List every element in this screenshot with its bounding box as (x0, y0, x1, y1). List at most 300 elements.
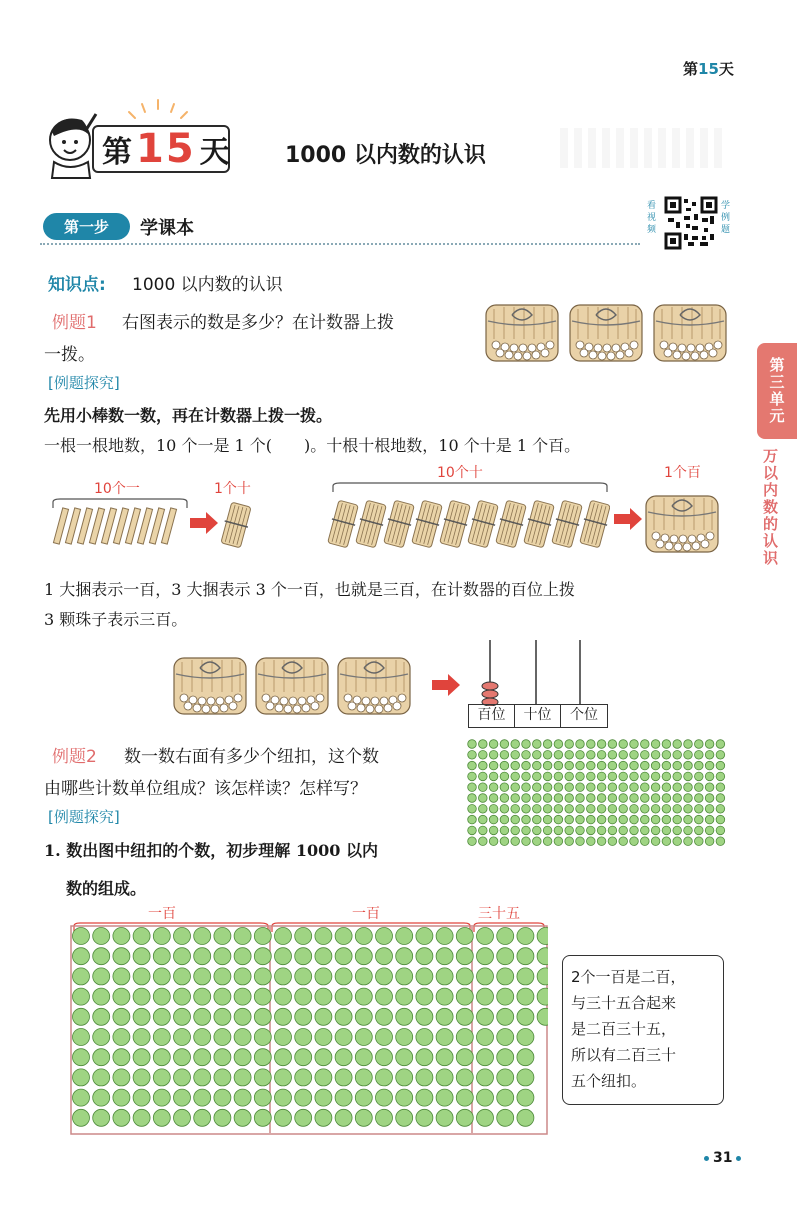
button-dot (335, 1008, 352, 1025)
button-dot (554, 805, 563, 814)
button-dot (234, 988, 251, 1005)
knowledge-text: 1000 以内数的认识 (132, 275, 283, 295)
button-dot (716, 805, 725, 814)
button-dot (133, 988, 150, 1005)
button-dot (500, 815, 509, 824)
button-dot (695, 783, 704, 792)
button-dot (511, 794, 520, 803)
button-dot (630, 794, 639, 803)
button-dot (533, 761, 542, 770)
button-dot (133, 1029, 150, 1046)
button-dot (587, 740, 596, 749)
button-dot (194, 948, 211, 965)
button-dot (543, 815, 552, 824)
grid-label-thirty-five: 三十五 (478, 906, 520, 922)
button-dot (194, 1049, 211, 1066)
button-dot (234, 1069, 251, 1086)
note-box (562, 955, 724, 1105)
button-dot (576, 794, 585, 803)
button-dot (113, 1049, 130, 1066)
button-dot (684, 805, 693, 814)
button-dot (673, 794, 682, 803)
button-dot (500, 783, 509, 792)
button-dot (194, 1089, 211, 1106)
boy-mascot-icon (40, 100, 100, 180)
button-dot (695, 815, 704, 824)
button-dot (214, 1089, 231, 1106)
button-dot (537, 968, 548, 985)
button-dot (565, 751, 574, 760)
button-dot (214, 988, 231, 1005)
button-dot (456, 1089, 473, 1106)
button-dot (489, 826, 498, 835)
label-10-ones: 10个一 (94, 481, 140, 497)
button-dot (641, 805, 650, 814)
button-dot (608, 751, 617, 760)
label-1-hundred: 1个百 (664, 465, 701, 481)
button-dot (576, 740, 585, 749)
button-dot (695, 826, 704, 835)
button-dot (214, 1049, 231, 1066)
button-dot (662, 837, 671, 846)
button-dot (315, 1049, 332, 1066)
button-dot (335, 1069, 352, 1086)
button-dot (673, 783, 682, 792)
button-dot (153, 1008, 170, 1025)
button-dot (533, 815, 542, 824)
button-dot (234, 948, 251, 965)
button-dot (705, 740, 714, 749)
button-dot (673, 761, 682, 770)
button-dot (489, 837, 498, 846)
button-dot (597, 826, 606, 835)
button-dot (684, 772, 693, 781)
button-dot (543, 805, 552, 814)
button-dot (214, 968, 231, 985)
lesson-title: 1000 以内数的认识 (285, 143, 486, 168)
button-dot (73, 1089, 90, 1106)
button-dot (396, 968, 413, 985)
button-dot (133, 1089, 150, 1106)
qr-code-icon[interactable] (664, 196, 718, 250)
button-dot (194, 1069, 211, 1086)
example2-step1: 1. 数出图中纽扣的个数，初步理解 1000 以内 (44, 841, 378, 860)
button-dot (587, 815, 596, 824)
button-dot (315, 1008, 332, 1025)
button-dot (335, 928, 352, 945)
button-dot (456, 1109, 473, 1126)
button-dot (716, 772, 725, 781)
button-dot (376, 1008, 393, 1025)
button-dot (254, 988, 271, 1005)
button-dot (522, 837, 531, 846)
button-dot (522, 772, 531, 781)
button-dot (500, 794, 509, 803)
button-dot (641, 794, 650, 803)
button-dot (522, 740, 531, 749)
button-dot (684, 783, 693, 792)
button-dot (576, 815, 585, 824)
button-dot (477, 1089, 494, 1106)
button-dot (436, 1029, 453, 1046)
button-dot (254, 1049, 271, 1066)
button-dot (608, 761, 617, 770)
page-number: 31 (700, 1150, 745, 1166)
button-dot (396, 988, 413, 1005)
button-dot (436, 1089, 453, 1106)
three-hundred-bundles-image (172, 648, 422, 722)
button-dot (587, 772, 596, 781)
button-dot (533, 783, 542, 792)
button-dot (254, 948, 271, 965)
button-dot (133, 948, 150, 965)
button-dot (174, 988, 191, 1005)
button-dot (695, 805, 704, 814)
button-dot (93, 988, 110, 1005)
button-dot (93, 968, 110, 985)
button-dot (619, 772, 628, 781)
button-dot (234, 1089, 251, 1106)
button-dot (673, 815, 682, 824)
button-dot (479, 751, 488, 760)
button-dot (436, 1109, 453, 1126)
button-dot (275, 928, 292, 945)
button-dot (396, 1069, 413, 1086)
example1-instruction: 先用小棒数一数，再在计数器上拨一拨。 (44, 406, 333, 425)
button-dot (416, 968, 433, 985)
button-dot (456, 1049, 473, 1066)
button-dot (214, 1008, 231, 1025)
page-day-label: 第15天 (683, 60, 734, 78)
button-dot (587, 794, 596, 803)
button-dot (295, 948, 312, 965)
button-dot (133, 1069, 150, 1086)
button-dot (254, 968, 271, 985)
button-dot (456, 1029, 473, 1046)
button-dot (497, 988, 514, 1005)
label-10-tens: 10个十 (437, 465, 483, 481)
button-dot (275, 1089, 292, 1106)
sun-rays-icon (125, 98, 195, 122)
qr-caption-left: 看视频 (647, 201, 657, 235)
button-dot (275, 1008, 292, 1025)
button-dot (477, 1029, 494, 1046)
one-hundred-bundle-image (644, 486, 724, 558)
button-dot (705, 805, 714, 814)
button-dot (234, 928, 251, 945)
button-dot (597, 815, 606, 824)
button-dot (133, 928, 150, 945)
button-dot (554, 826, 563, 835)
button-dot (716, 794, 725, 803)
step-label: 学课本 (140, 218, 194, 239)
button-dot (73, 1049, 90, 1066)
button-dot (716, 761, 725, 770)
button-dot (533, 826, 542, 835)
button-dot (641, 761, 650, 770)
button-dot (489, 815, 498, 824)
button-dot (174, 1109, 191, 1126)
button-dot (174, 948, 191, 965)
button-dot (554, 794, 563, 803)
button-dot (500, 837, 509, 846)
button-dot (254, 1008, 271, 1025)
brace-10-tens (330, 480, 610, 494)
button-dot (153, 1029, 170, 1046)
button-dot (517, 948, 534, 965)
button-dot (113, 968, 130, 985)
example1-question-cont: 一拨。 (44, 345, 95, 365)
button-dot (576, 783, 585, 792)
decorative-stripe (560, 128, 725, 168)
button-dot (533, 837, 542, 846)
button-dot (194, 1008, 211, 1025)
button-dot (153, 928, 170, 945)
button-dot (500, 761, 509, 770)
button-dot (194, 1029, 211, 1046)
button-dot (684, 815, 693, 824)
button-dot (416, 1109, 433, 1126)
button-dot (468, 783, 477, 792)
button-dot (73, 988, 90, 1005)
button-dot (619, 740, 628, 749)
button-dot (376, 1029, 393, 1046)
button-dot (537, 988, 548, 1005)
button-dot (608, 783, 617, 792)
button-dot (608, 815, 617, 824)
button-dot (673, 826, 682, 835)
button-dot (673, 740, 682, 749)
button-dot (456, 928, 473, 945)
button-dot (73, 928, 90, 945)
button-dot (234, 968, 251, 985)
button-dot (522, 783, 531, 792)
button-dot (376, 928, 393, 945)
example2-question: 数一数右面有多少个纽扣，这个数 (124, 747, 379, 767)
button-dot (479, 826, 488, 835)
example1-explore-label: [例题探究] (48, 374, 120, 392)
button-dot (565, 772, 574, 781)
button-dot (651, 805, 660, 814)
small-button-grid-image (466, 738, 732, 850)
example2-explore-label: [例题探究] (48, 808, 120, 826)
button-dot (597, 751, 606, 760)
button-dot (93, 1008, 110, 1025)
button-dot (673, 751, 682, 760)
button-dot (517, 1029, 534, 1046)
button-dot (587, 826, 596, 835)
button-dot (597, 761, 606, 770)
button-dot (275, 968, 292, 985)
button-dot (376, 948, 393, 965)
button-dot (500, 805, 509, 814)
button-dot (93, 1049, 110, 1066)
button-dot (537, 948, 548, 965)
button-dot (543, 772, 552, 781)
one-ten-bundle-image (218, 500, 254, 550)
button-dot (576, 837, 585, 846)
abacus-hundreds-label: 百位 (469, 705, 515, 727)
button-dot (517, 1008, 534, 1025)
button-dot (153, 1049, 170, 1066)
button-dot (543, 826, 552, 835)
button-dot (396, 948, 413, 965)
button-dot (641, 826, 650, 835)
button-dot (716, 751, 725, 760)
button-dot (630, 751, 639, 760)
example1-label: 例题1 (52, 313, 97, 333)
button-dot (565, 794, 574, 803)
button-dot (477, 1069, 494, 1086)
button-dot (113, 1008, 130, 1025)
button-dot (254, 1109, 271, 1126)
button-dot (497, 1089, 514, 1106)
button-dot (254, 928, 271, 945)
button-dot (651, 826, 660, 835)
button-dot (517, 1049, 534, 1066)
button-dot (662, 761, 671, 770)
button-dot (416, 1049, 433, 1066)
button-dot (565, 826, 574, 835)
button-dot (153, 1069, 170, 1086)
example1-explanation-cont: 3 颗珠子表示三百。 (44, 610, 188, 629)
button-dot (174, 1029, 191, 1046)
button-dot (684, 761, 693, 770)
button-dot (295, 968, 312, 985)
button-dot (716, 815, 725, 824)
button-dot (234, 1008, 251, 1025)
button-dot (376, 1109, 393, 1126)
button-dot (468, 837, 477, 846)
button-dot (376, 1089, 393, 1106)
button-dot (295, 1069, 312, 1086)
button-dot (468, 761, 477, 770)
button-dot (73, 1069, 90, 1086)
button-dot (416, 988, 433, 1005)
button-dot (315, 928, 332, 945)
button-dot (489, 794, 498, 803)
button-dot (619, 805, 628, 814)
button-dot (497, 968, 514, 985)
button-dot (214, 1029, 231, 1046)
button-dot (468, 751, 477, 760)
button-dot (489, 751, 498, 760)
button-dot (497, 1008, 514, 1025)
button-dot (497, 1049, 514, 1066)
button-dot (537, 928, 548, 945)
button-dot (651, 794, 660, 803)
button-dot (511, 815, 520, 824)
button-dot (174, 1089, 191, 1106)
button-dot (576, 826, 585, 835)
button-dot (436, 1008, 453, 1025)
button-dot (608, 826, 617, 835)
button-dot (705, 761, 714, 770)
button-dot (275, 1109, 292, 1126)
button-dot (396, 1008, 413, 1025)
button-dot (511, 783, 520, 792)
button-dot (695, 837, 704, 846)
button-dot (576, 761, 585, 770)
button-dot (651, 740, 660, 749)
button-dot (214, 948, 231, 965)
button-dot (335, 1109, 352, 1126)
button-dot (543, 794, 552, 803)
button-dot (543, 740, 552, 749)
button-dot (554, 837, 563, 846)
button-dot (662, 826, 671, 835)
button-dot (500, 740, 509, 749)
button-dot (174, 968, 191, 985)
button-dot (376, 988, 393, 1005)
button-dot (477, 1049, 494, 1066)
button-dot (565, 837, 574, 846)
button-dot (662, 783, 671, 792)
button-dot (673, 805, 682, 814)
button-dot (533, 794, 542, 803)
note-line: 2个一百是二百， (571, 968, 686, 986)
button-dot (479, 740, 488, 749)
button-dot (315, 1029, 332, 1046)
unit-tab[interactable]: 第三单元 (757, 343, 797, 439)
button-dot (479, 761, 488, 770)
button-dot (355, 1109, 372, 1126)
button-dot (608, 772, 617, 781)
button-dot (587, 783, 596, 792)
button-dot (608, 837, 617, 846)
button-dot (489, 761, 498, 770)
button-dot (716, 837, 725, 846)
note-line: 是二百三十五， (571, 1020, 677, 1038)
button-dot (234, 1029, 251, 1046)
button-dot (489, 772, 498, 781)
button-dot (500, 751, 509, 760)
button-dot (651, 772, 660, 781)
button-dot (355, 1029, 372, 1046)
button-dot (436, 948, 453, 965)
button-dot (651, 815, 660, 824)
button-dot (93, 928, 110, 945)
button-dot (456, 988, 473, 1005)
example2-label: 例题2 (52, 747, 97, 767)
button-dot (705, 815, 714, 824)
button-dot (554, 783, 563, 792)
button-dot (511, 805, 520, 814)
button-dot (477, 928, 494, 945)
button-dot (641, 783, 650, 792)
button-dot (565, 761, 574, 770)
button-dot (479, 815, 488, 824)
button-dot (511, 772, 520, 781)
button-dot (275, 1049, 292, 1066)
button-dot (73, 1109, 90, 1126)
button-dot (716, 783, 725, 792)
button-dot (396, 1089, 413, 1106)
button-dot (456, 1069, 473, 1086)
button-dot (517, 968, 534, 985)
button-dot (651, 751, 660, 760)
button-dot (673, 837, 682, 846)
arrow-right-icon (188, 512, 220, 534)
button-dot (497, 1109, 514, 1126)
button-dot (695, 751, 704, 760)
button-dot (275, 1069, 292, 1086)
button-dot (133, 1008, 150, 1025)
abacus-place-labels (468, 704, 608, 728)
unit-subtitle: 万以内数的认识 (761, 448, 779, 567)
button-dot (479, 772, 488, 781)
button-dot (651, 761, 660, 770)
